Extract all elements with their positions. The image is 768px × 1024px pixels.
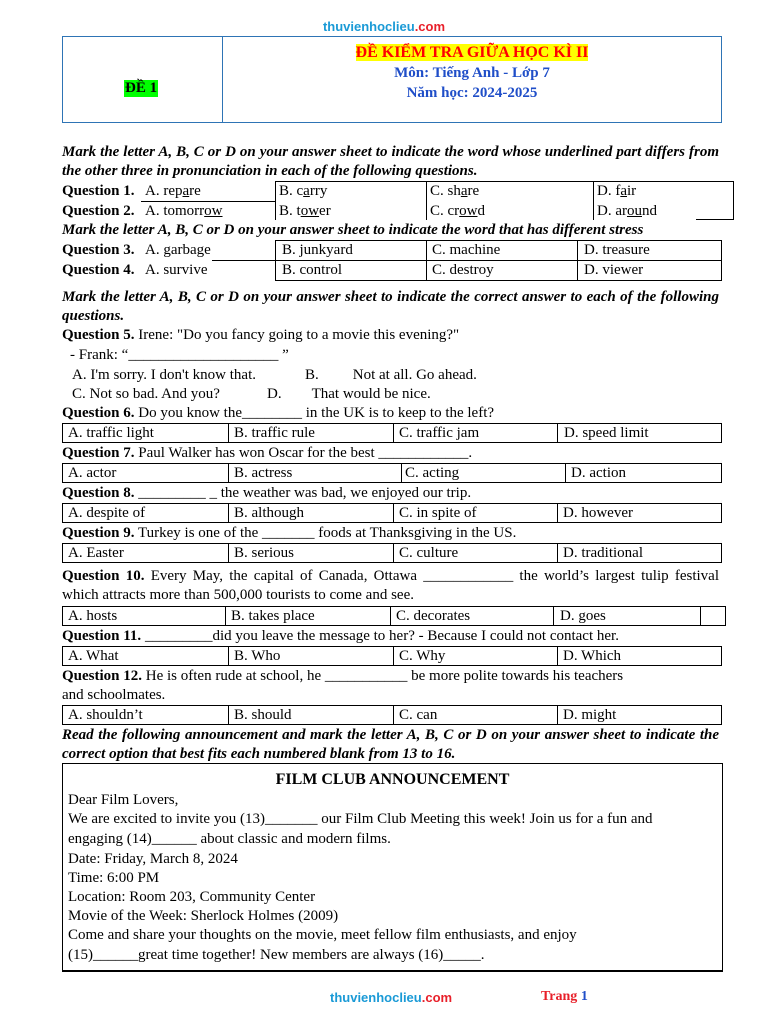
q8-option-c[interactable]: C. in spite of	[399, 505, 477, 521]
question-2: Question 2.	[62, 203, 135, 219]
q2-option-b[interactable]: B. tower	[279, 203, 331, 219]
q1-option-b[interactable]: B. carry	[279, 183, 328, 199]
divider	[557, 543, 558, 563]
section3-instruction: Mark the letter A, B, C or D on your answer sheet to indicate the correct answer to each of the following questions.	[62, 289, 719, 324]
divider	[228, 646, 229, 666]
q8-option-b[interactable]: B. although	[234, 505, 304, 521]
divider	[557, 705, 558, 725]
divider	[228, 423, 229, 443]
question-3: Question 3.	[62, 242, 135, 258]
q7-option-c[interactable]: C. acting	[405, 465, 460, 481]
q6-option-d[interactable]: D. speed limit	[564, 425, 649, 441]
site-domain: .com	[414, 19, 446, 34]
divider	[593, 202, 594, 220]
q5-option-b[interactable]: B. Not at all. Go ahead.	[305, 367, 477, 383]
q6-option-c[interactable]: C. traffic jam	[399, 425, 480, 441]
q3-option-b[interactable]: B. junkyard	[282, 242, 353, 258]
divider	[426, 202, 427, 220]
q7-option-b[interactable]: B. actress	[234, 465, 293, 481]
q11-option-a[interactable]: A. What	[68, 648, 119, 664]
q2-option-c[interactable]: C. crowd	[430, 203, 486, 219]
q10-option-b[interactable]: B. takes place	[231, 608, 315, 624]
divider	[390, 606, 391, 626]
film-line: We are excited to invite you (13)_______ our Film Club Meeting this week! Join us for a fun and	[68, 811, 653, 827]
q11-option-d[interactable]: D. Which	[563, 648, 622, 664]
q6-option-b[interactable]: B. traffic rule	[234, 425, 315, 441]
q12-option-d[interactable]: D. might	[563, 707, 617, 723]
film-line: engaging (14)______ about classic and modern films.	[68, 831, 391, 847]
section1-instruction: Mark the letter A, B, C or D on your answer sheet to indicate the word whose underlined part differs from the other three in pronunciation in each of the following questions.	[62, 144, 719, 179]
question-6: Question 6. Do you know the________ in the UK is to keep to the left?	[62, 405, 495, 421]
q9-option-b[interactable]: B. serious	[234, 545, 294, 561]
footer-site-domain: .com	[421, 990, 453, 1005]
question-10: Question 10. Every May, the capital of Canada, Ottawa ____________ the world’s largest tulip festival which attracts more than 500,000 tourists to come and see.	[62, 568, 719, 603]
exam-year: Năm học: 2024-2025	[406, 85, 538, 101]
q4-option-c[interactable]: C. destroy	[432, 262, 494, 278]
q9-option-c[interactable]: C. culture	[399, 545, 459, 561]
q5-option-c[interactable]: C. Not so bad. And you?	[72, 386, 220, 402]
footer-site	[330, 990, 452, 1005]
divider	[696, 219, 734, 220]
q7-option-a[interactable]: A. actor	[68, 465, 117, 481]
exam-subject: Môn: Tiếng Anh - Lớp 7	[394, 65, 550, 81]
q2-option-a[interactable]: A. tomorrow	[145, 203, 223, 219]
divider	[228, 543, 229, 563]
divider	[426, 240, 427, 281]
divider	[228, 503, 229, 523]
q12-option-b[interactable]: B. should	[234, 707, 292, 723]
question-4: Question 4.	[62, 262, 135, 278]
page-number: Trang 1	[541, 989, 588, 1004]
question-1: Question 1.	[62, 183, 135, 199]
film-line: Time: 6:00 PM	[68, 870, 160, 886]
q5-option-d[interactable]: D. That would be nice.	[267, 386, 431, 402]
footer-site-name: thuvienhoclieu	[330, 990, 422, 1005]
q10-option-a[interactable]: A. hosts	[68, 608, 118, 624]
divider	[557, 503, 558, 523]
divider	[593, 181, 594, 202]
question-5: Question 5. Irene: "Do you fancy going to a movie this evening?"	[62, 327, 460, 343]
q12-option-c[interactable]: C. can	[399, 707, 438, 723]
question-11: Question 11. _________did you leave the message to her? - Because I could not contact her.	[62, 628, 619, 644]
divider	[393, 503, 394, 523]
q10-answer-box	[62, 606, 726, 626]
q5-frank-line: - Frank: “____________________ ”	[70, 347, 289, 363]
divider	[553, 606, 554, 626]
divider	[557, 646, 558, 666]
q8-option-a[interactable]: A. despite of	[68, 505, 146, 521]
film-line: Movie of the Week: Sherlock Holmes (2009)	[68, 908, 339, 924]
q2-option-d[interactable]: D. around	[597, 203, 657, 219]
divider	[557, 423, 558, 443]
film-line: Date: Friday, March 8, 2024	[68, 851, 238, 867]
film-line: Location: Room 203, Community Center	[68, 889, 316, 905]
q1-option-a[interactable]: A. repare	[145, 183, 201, 199]
divider	[565, 463, 566, 483]
section2-instruction: Mark the letter A, B, C or D on your answer sheet to indicate the word that has different stress	[62, 222, 644, 238]
q10-option-c[interactable]: C. decorates	[396, 608, 471, 624]
q12-option-a[interactable]: A. shouldn’t	[68, 707, 143, 723]
film-line: Dear Film Lovers,	[68, 792, 179, 808]
divider	[228, 463, 229, 483]
question-12: Question 12. He is often rude at school, he ___________ be more polite towards his teachers	[62, 668, 624, 684]
q4-option-d[interactable]: D. viewer	[584, 262, 644, 278]
q12-answer-box	[62, 705, 722, 725]
divider	[393, 646, 394, 666]
q1-answer-box	[275, 181, 734, 203]
divider	[577, 240, 578, 281]
divider	[700, 606, 701, 626]
q6-option-a[interactable]: A. traffic light	[68, 425, 154, 441]
q7-option-d[interactable]: D. action	[571, 465, 626, 481]
q11-option-b[interactable]: B. Who	[234, 648, 281, 664]
q4-option-a[interactable]: A. survive	[145, 262, 208, 278]
q5-option-a[interactable]: A. I'm sorry. I don't know that.	[72, 367, 256, 383]
site-name: thuvienhoclieu	[322, 19, 415, 34]
divider	[393, 543, 394, 563]
divider	[733, 201, 734, 220]
q1-option-c[interactable]: C. share	[430, 183, 480, 199]
q9-option-a[interactable]: A. Easter	[68, 545, 124, 561]
q3-option-a[interactable]: A. garbage	[145, 242, 211, 258]
divider	[426, 181, 427, 202]
q1-option-d[interactable]: D. fair	[597, 183, 637, 199]
q8-option-d[interactable]: D. however	[563, 505, 633, 521]
q9-option-d[interactable]: D. traditional	[563, 545, 643, 561]
divider	[393, 705, 394, 725]
question-9: Question 9. Turkey is one of the _______ foods at Thanksgiving in the US.	[62, 525, 517, 541]
divider	[275, 260, 722, 261]
question-12-cont: and schoolmates.	[62, 687, 166, 703]
question-7: Question 7. Paul Walker has won Oscar for the best ____________.	[62, 445, 473, 461]
divider	[401, 463, 402, 483]
divider	[225, 606, 226, 626]
exam-title: ĐỀ KIỂM TRA GIỮA HỌC KÌ II	[355, 44, 589, 61]
q3-option-d[interactable]: D. treasure	[584, 242, 650, 258]
q11-answer-box	[62, 646, 722, 666]
film-title: FILM CLUB ANNOUNCEMENT	[275, 771, 510, 788]
divider	[393, 423, 394, 443]
divider	[212, 260, 275, 261]
q11-option-c[interactable]: C. Why	[399, 648, 446, 664]
q3-option-c[interactable]: C. machine	[432, 242, 501, 258]
film-line: Come and share your thoughts on the movie, meet fellow film enthusiasts, and enjoy	[68, 927, 577, 943]
site-header	[0, 19, 768, 34]
section4-instruction: Read the following announcement and mark the letter A, B, C or D on your answer sheet to indicate the correct option that best fits each numbered blank from 13 to 16.	[62, 727, 719, 762]
divider	[275, 202, 276, 220]
exam-code: ĐỀ 1	[125, 80, 158, 96]
film-line: (15)______great time together! New members are always (16)_____.	[68, 947, 485, 963]
q4-option-b[interactable]: B. control	[282, 262, 342, 278]
question-8: Question 8. _________ _ the weather was bad, we enjoyed our trip.	[62, 485, 472, 501]
q10-option-d[interactable]: D. goes	[560, 608, 606, 624]
divider	[228, 705, 229, 725]
